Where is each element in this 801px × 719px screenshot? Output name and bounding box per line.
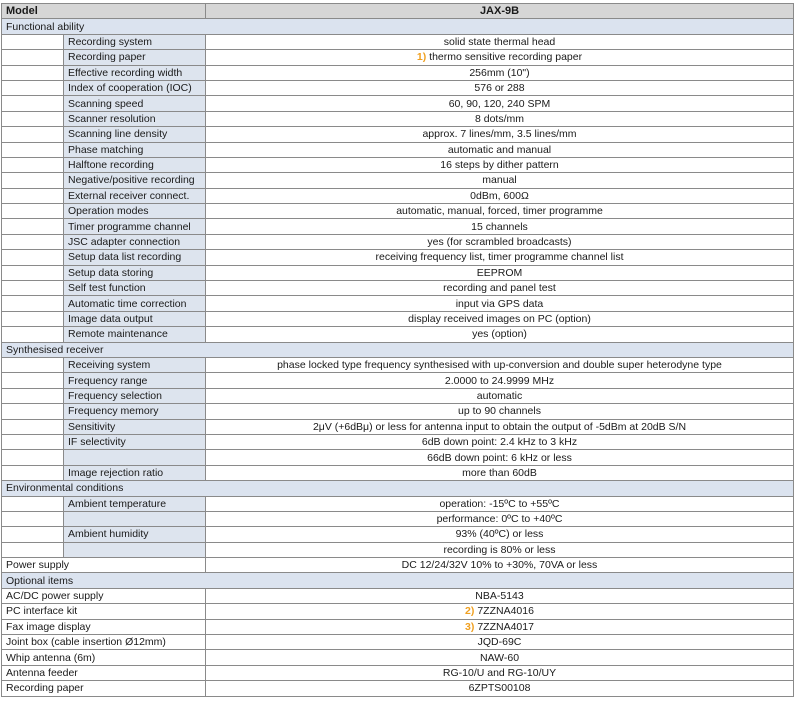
spec-value-cell <box>206 204 794 219</box>
spec-row <box>2 311 794 326</box>
spec-label: AC/DC power supply <box>2 588 206 603</box>
spec-value: RG-10/U and RG-10/UY <box>442 666 557 679</box>
spec-label: Recording paper <box>2 681 206 696</box>
section-header-row <box>2 481 794 496</box>
spec-label: Timer programme channel <box>64 219 206 234</box>
indent-cell <box>2 204 64 219</box>
spec-value: display received images on PC (option) <box>408 313 591 325</box>
spec-value-cell <box>206 65 794 80</box>
section-header-row <box>2 19 794 34</box>
spec-label: Frequency memory <box>64 404 206 419</box>
spec-row <box>2 96 794 111</box>
spec-value: 2.0000 to 24.9999 MHz <box>444 374 555 387</box>
spec-row <box>2 234 794 249</box>
spec-row <box>2 50 794 65</box>
spec-label: Joint box (cable insertion Ø12mm) <box>2 635 206 650</box>
spec-label: IF selectivity <box>64 434 206 449</box>
indent-cell <box>2 265 64 280</box>
spec-value: input via GPS data <box>455 297 544 310</box>
indent-cell <box>2 219 64 234</box>
spec-row <box>2 419 794 434</box>
spec-row <box>2 127 794 142</box>
spec-table <box>1 3 794 697</box>
indent-cell <box>2 296 64 311</box>
spec-row <box>2 373 794 388</box>
spec-label: Image data output <box>64 311 206 326</box>
spec-value: yes (option) <box>472 328 527 341</box>
spec-value-cell <box>206 650 794 665</box>
spec-row <box>2 173 794 188</box>
indent-cell <box>2 357 64 372</box>
indent-cell <box>2 127 64 142</box>
spec-row <box>2 157 794 172</box>
indent-cell <box>2 527 64 542</box>
spec-value-cell <box>206 111 794 126</box>
spec-value: operation: -15ºC to +55ºC <box>439 497 560 510</box>
spec-label: Negative/positive recording <box>64 173 206 188</box>
spec-value-cell <box>206 465 794 480</box>
spec-row <box>2 65 794 80</box>
footnote-marker: 1) <box>416 51 427 64</box>
spec-label: Halftone recording <box>64 157 206 172</box>
spec-value-cell <box>206 388 794 403</box>
spec-value: automatic, manual, forced, timer programme <box>396 205 603 218</box>
spec-label: Operation modes <box>64 204 206 219</box>
spec-value-cell <box>206 265 794 280</box>
spec-label: Frequency selection <box>64 388 206 403</box>
spec-row <box>2 265 794 280</box>
indent-cell <box>2 419 64 434</box>
spec-value-cell <box>206 127 794 142</box>
indent-cell <box>2 404 64 419</box>
spec-label: Phase matching <box>64 142 206 157</box>
spec-row <box>2 511 794 526</box>
spec-label: Effective recording width <box>64 65 206 80</box>
section-header-row <box>2 342 794 357</box>
spec-value: up to 90 channels <box>458 405 541 418</box>
indent-cell <box>2 173 64 188</box>
spec-label: Fax image display <box>2 619 206 634</box>
footnote-marker: 3) <box>465 620 475 633</box>
spec-row <box>2 542 794 557</box>
spec-value-cell <box>206 142 794 157</box>
spec-value-cell <box>206 311 794 326</box>
spec-value: JQD-69C <box>477 636 522 649</box>
spec-row <box>2 188 794 203</box>
model-value: JAX-9B <box>206 4 794 19</box>
spec-value: 6dB down point: 2.4 kHz to 3 kHz <box>421 436 578 449</box>
spec-row <box>2 296 794 311</box>
spec-value: 66dB down point: 6 kHz or less <box>427 451 572 464</box>
spec-value-cell <box>206 281 794 296</box>
spec-value-cell <box>206 450 794 465</box>
spec-value: 7ZZNA4017 <box>477 620 534 633</box>
indent-cell <box>2 511 64 526</box>
spec-label: Scanning speed <box>64 96 206 111</box>
indent-cell <box>2 311 64 326</box>
spec-value-cell <box>206 542 794 557</box>
spec-label: Self test function <box>64 281 206 296</box>
spec-label: Setup data list recording <box>64 250 206 265</box>
spec-row <box>2 635 794 650</box>
spec-value: automatic and manual <box>447 143 552 156</box>
spec-value-cell <box>206 219 794 234</box>
spec-row <box>2 388 794 403</box>
spec-label: Whip antenna (6m) <box>2 650 206 665</box>
spec-value: recording and panel test <box>443 282 556 295</box>
spec-row <box>2 450 794 465</box>
spec-label: Automatic time correction <box>64 296 206 311</box>
spec-value-cell <box>206 296 794 311</box>
spec-label: Setup data storing <box>64 265 206 280</box>
spec-value: solid state thermal head <box>443 35 556 48</box>
spec-label: Ambient humidity <box>64 527 206 542</box>
spec-label <box>64 450 206 465</box>
indent-cell <box>2 434 64 449</box>
model-label: Model <box>2 4 206 19</box>
indent-cell <box>2 80 64 95</box>
spec-row <box>2 650 794 665</box>
spec-value-cell <box>206 327 794 342</box>
spec-value: performance: 0ºC to +40ºC <box>436 513 563 526</box>
indent-cell <box>2 142 64 157</box>
spec-value: 8 dots/mm <box>474 112 524 125</box>
spec-value: thermo sensitive recording paper <box>429 51 583 64</box>
spec-value-cell <box>206 357 794 372</box>
spec-value-cell <box>206 604 794 619</box>
spec-row <box>2 665 794 680</box>
spec-row <box>2 142 794 157</box>
spec-row <box>2 281 794 296</box>
spec-value-cell <box>206 404 794 419</box>
spec-value-cell <box>206 373 794 388</box>
spec-label: PC interface kit <box>2 604 206 619</box>
spec-label: Remote maintenance <box>64 327 206 342</box>
section-title: Synthesised receiver <box>2 342 794 357</box>
spec-value-cell <box>206 250 794 265</box>
section-title: Environmental conditions <box>2 481 794 496</box>
spec-row <box>2 357 794 372</box>
spec-value-cell <box>206 619 794 634</box>
spec-value: NBA-5143 <box>475 590 524 603</box>
spec-row <box>2 327 794 342</box>
spec-label: Frequency range <box>64 373 206 388</box>
spec-row <box>2 465 794 480</box>
indent-cell <box>2 388 64 403</box>
spec-value: 2μV (+6dBμ) or less for antenna input to obtain the output of -5dBm at 20dB S/N <box>312 420 687 433</box>
indent-cell <box>2 496 64 511</box>
spec-label: Power supply <box>2 558 206 573</box>
spec-value-cell <box>206 527 794 542</box>
spec-value-cell <box>206 188 794 203</box>
section-title: Functional ability <box>2 19 794 34</box>
spec-label: Receiving system <box>64 357 206 372</box>
spec-row <box>2 681 794 696</box>
spec-row <box>2 250 794 265</box>
spec-value-cell <box>206 558 794 573</box>
spec-label: Index of cooperation (IOC) <box>64 80 206 95</box>
indent-cell <box>2 111 64 126</box>
spec-value: 60, 90, 120, 240 SPM <box>448 97 551 110</box>
spec-row <box>2 558 794 573</box>
indent-cell <box>2 96 64 111</box>
spec-row <box>2 34 794 49</box>
spec-label: Scanning line density <box>64 127 206 142</box>
indent-cell <box>2 465 64 480</box>
spec-value-cell <box>206 434 794 449</box>
footnote-marker: 2) <box>465 605 475 618</box>
spec-value: EEPROM <box>476 266 523 279</box>
spec-value: receiving frequency list, timer programme channel list <box>375 251 624 264</box>
spec-value: 6ZPTS00108 <box>468 682 531 695</box>
spec-value: 576 or 288 <box>474 82 525 95</box>
spec-label: External receiver connect. <box>64 188 206 203</box>
spec-value-cell <box>206 635 794 650</box>
indent-cell <box>2 50 64 65</box>
spec-label: Antenna feeder <box>2 665 206 680</box>
spec-row <box>2 204 794 219</box>
indent-cell <box>2 234 64 249</box>
spec-value: NAW-60 <box>479 651 520 664</box>
indent-cell <box>2 450 64 465</box>
indent-cell <box>2 34 64 49</box>
spec-value: 16 steps by dither pattern <box>440 159 559 172</box>
spec-row <box>2 604 794 619</box>
spec-row <box>2 111 794 126</box>
spec-row <box>2 588 794 603</box>
spec-value-cell <box>206 80 794 95</box>
spec-value: more than 60dB <box>462 466 537 479</box>
spec-value: yes (for scrambled broadcasts) <box>427 236 572 249</box>
spec-value-cell <box>206 34 794 49</box>
spec-value: 93% (40ºC) or less <box>455 528 544 541</box>
section-header-row <box>2 573 794 588</box>
spec-label <box>64 511 206 526</box>
indent-cell <box>2 327 64 342</box>
spec-value: manual <box>482 174 517 187</box>
spec-value: 0dBm, 600Ω <box>470 189 529 202</box>
spec-value: approx. 7 lines/mm, 3.5 lines/mm <box>422 128 577 141</box>
spec-row <box>2 434 794 449</box>
spec-value-cell <box>206 681 794 696</box>
header-row <box>2 4 794 19</box>
spec-label: JSC adapter connection <box>64 234 206 249</box>
spec-value-cell <box>206 157 794 172</box>
spec-value-cell <box>206 511 794 526</box>
spec-label: Image rejection ratio <box>64 465 206 480</box>
indent-cell <box>2 373 64 388</box>
spec-row <box>2 619 794 634</box>
indent-cell <box>2 188 64 203</box>
spec-value: phase locked type frequency synthesised with up-conversion and double super heterodyne type <box>277 359 722 372</box>
spec-value: automatic <box>476 389 523 402</box>
spec-value-cell <box>206 588 794 603</box>
spec-value-cell <box>206 419 794 434</box>
spec-value-cell <box>206 50 794 65</box>
spec-value-cell <box>206 96 794 111</box>
spec-label: Recording paper <box>64 50 206 65</box>
spec-label: Ambient temperature <box>64 496 206 511</box>
spec-row <box>2 527 794 542</box>
spec-row <box>2 404 794 419</box>
spec-value: 15 channels <box>471 220 528 233</box>
spec-label: Recording system <box>64 34 206 49</box>
indent-cell <box>2 250 64 265</box>
spec-label: Sensitivity <box>64 419 206 434</box>
indent-cell <box>2 542 64 557</box>
spec-value-cell <box>206 496 794 511</box>
spec-value: 7ZZNA4016 <box>477 605 534 618</box>
spec-value: DC 12/24/32V 10% to +30%, 70VA or less <box>401 559 598 572</box>
indent-cell <box>2 157 64 172</box>
spec-value-cell <box>206 665 794 680</box>
spec-value: 256mm (10") <box>469 66 530 79</box>
spec-label <box>64 542 206 557</box>
indent-cell <box>2 65 64 80</box>
spec-value-cell <box>206 173 794 188</box>
section-title: Optional items <box>2 573 794 588</box>
spec-value-cell <box>206 234 794 249</box>
spec-row <box>2 496 794 511</box>
spec-row <box>2 80 794 95</box>
spec-row <box>2 219 794 234</box>
spec-label: Scanner resolution <box>64 111 206 126</box>
indent-cell <box>2 281 64 296</box>
spec-value: recording is 80% or less <box>443 543 556 556</box>
